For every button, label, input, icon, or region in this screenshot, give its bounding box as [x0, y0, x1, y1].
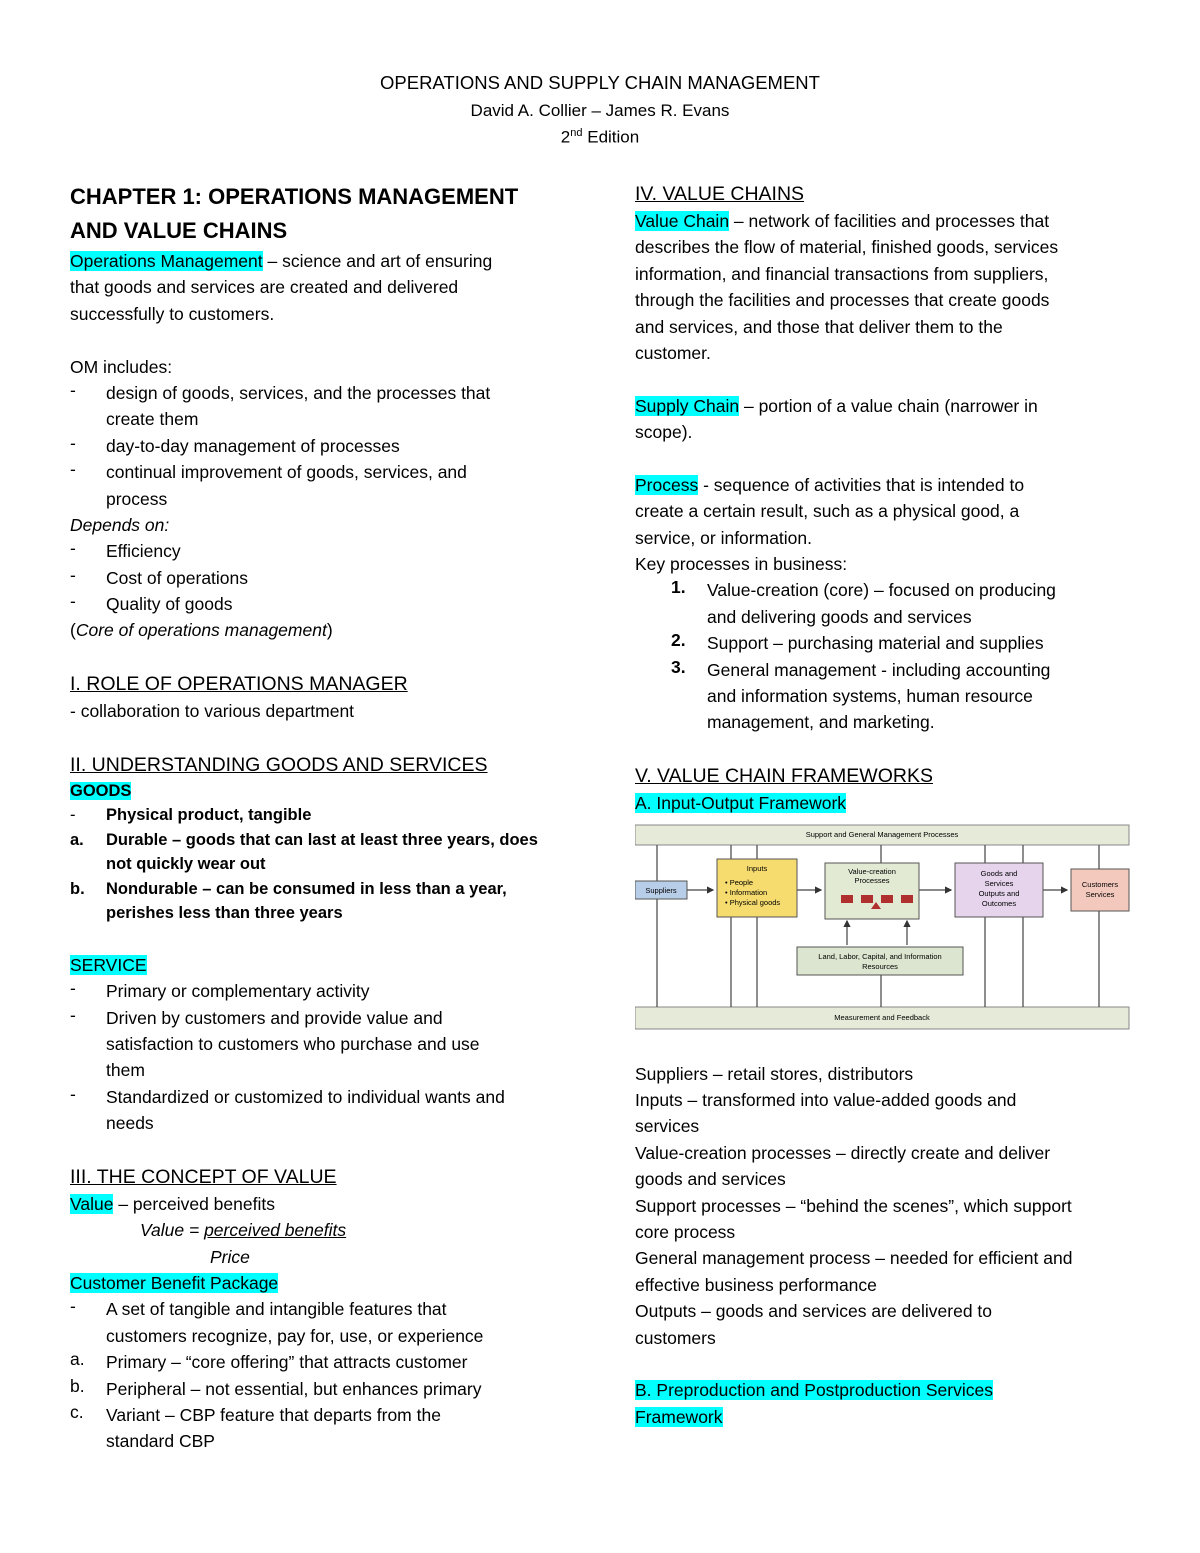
- chapter-title-line2: AND VALUE CHAINS: [70, 218, 288, 243]
- list-item: - Cost of operations: [70, 564, 249, 588]
- list-item: - A set of tangible and intangible features that customers recognize, pay for, use, or experience: [70, 1296, 484, 1346]
- value-definition: Value – perceived benefits: [70, 1193, 275, 1214]
- list-item: 1. Value-creation (core) – focused on producing and delivering goods and services: [671, 577, 1056, 627]
- om-includes-list: [70, 380, 565, 512]
- process-definition: Process - sequence of activities that is intended to: [635, 474, 1025, 495]
- section-value-heading: III. THE CONCEPT OF VALUE: [70, 1165, 337, 1188]
- measurement-bar-label: Measurement and Feedback: [834, 1012, 930, 1022]
- key-processes-label: Key processes in business:: [635, 554, 848, 575]
- depends-list: [70, 538, 565, 617]
- list-item: a. Durable – goods that can last at least three years, does not quickly wear out: [70, 830, 538, 874]
- list-item: - day-to-day management of processes: [70, 432, 400, 456]
- document-edition: 2nd Edition: [560, 127, 640, 147]
- inputs-item: • Physical goods: [725, 897, 781, 907]
- list-item: b. Peripheral – not essential, but enhances primary: [70, 1375, 482, 1399]
- list-item: - Quality of goods: [70, 591, 233, 615]
- section-role-heading: I. ROLE OF OPERATIONS MANAGER: [70, 673, 408, 696]
- service-list: [70, 978, 565, 1136]
- outputs-box-label: Goods and: [980, 868, 1018, 878]
- supply-chain-definition: Supply Chain – portion of a value chain (narrower in: [635, 395, 1038, 416]
- inputs-box-title: Inputs: [746, 863, 768, 873]
- list-item: 3. General management - including accounting and information systems, human resource management, and marketing.: [671, 656, 1051, 733]
- section-frameworks-heading: V. VALUE CHAIN FRAMEWORKS: [635, 765, 933, 788]
- suppliers-box-label: Suppliers: [645, 885, 677, 895]
- list-item: - Primary or complementary activity: [70, 978, 370, 1002]
- section-value-chains-heading: IV. VALUE CHAINS: [635, 183, 805, 205]
- goods-list: [70, 803, 565, 925]
- list-item: b. Nondurable – can be consumed in less than a year, perishes less than three years: [70, 879, 507, 922]
- value-chain-definition: Value Chain – network of facilities and processes that: [635, 211, 1050, 231]
- value-formula: Value = perceived benefits: [140, 1220, 347, 1241]
- inputs-item: • Information: [725, 887, 768, 897]
- list-item: a. Primary – “core offering” that attracts customer: [70, 1349, 468, 1373]
- input-output-diagram: Support and General Management Processes Measurement and Feedback Suppliers Inputs • People • Information • Physical goods Value-creation Processes Goods and Services Outputs and Outcomes Customers Services Land, Labor, Capital, and Information Resources: [635, 821, 1131, 1033]
- list-item: - Standardized or customized to individual wants and needs: [70, 1083, 505, 1134]
- value-creation-box-label: Value-creation: [848, 866, 896, 876]
- resources-box-label: Land, Labor, Capital, and Information: [818, 951, 942, 961]
- value-formula-denominator: Price: [210, 1246, 250, 1267]
- framework-b-label: B. Preproduction and Postproduction Services: [635, 1380, 993, 1401]
- right-column: IV. VALUE CHAINS Value Chain – network of facilities and processes that describes the flow of material, finished goods, services information, and financial transactions from suppliers, through the facilities and processes that create goods and services, and those that deliver them to the customer. Supply Chain – portion of a value chain (narrower in scope). Process - sequence of activities that is intended to create a certain result, such as a physical good, a service, or information. Key processes in business: 1. Value-creation (core) – focused on producing and delivering goods and services 2. Support – purchasing material and supplies 3. General management - including accounting and information systems, human resource management, and marketing. V. VALUE CHAIN FRAMEWORKS A. Input-Output Framework Support and General Management Processes Measurement and Feedback Suppliers Inputs • People • Information • Physical goods Value-creation Processes Goods and Services Outputs and Outcomes Customers Services Land, Labor, Capital, and Information Resources Suppliers – retail stores, distributors Inputs – transformed into value-added goods and services Value-creation processes – directly create and deliver goods and services Support processes – “behind the scenes”, which support core process General management process – needed for efficient and effective business performance Outputs – goods and services are delivered to customers B. Preproduction and Postproduction Services Framework: [635, 180, 1130, 1430]
- list-item: 2. Support – purchasing material and supplies: [671, 630, 1044, 654]
- list-item: - Driven by customers and provide value and satisfaction to customers who purchase and use them: [70, 1004, 480, 1081]
- key-processes-list: [635, 577, 1130, 735]
- document-authors: David A. Collier – James R. Evans: [470, 101, 730, 120]
- document-title: OPERATIONS AND SUPPLY CHAIN MANAGEMENT: [380, 72, 820, 93]
- chapter-title-line1: CHAPTER 1: OPERATIONS MANAGEMENT: [70, 184, 519, 209]
- list-item: - Efficiency: [70, 538, 181, 562]
- depends-on-label: Depends on:: [70, 514, 170, 535]
- om-includes-label: OM includes:: [70, 356, 173, 377]
- customers-box-label: Customers: [1081, 879, 1119, 889]
- om-definition: Operations Management – science and art of ensuring: [70, 251, 493, 271]
- role-text: - collaboration to various department: [70, 701, 355, 722]
- left-column: CHAPTER 1: OPERATIONS MANAGEMENT AND VALUE CHAINS Operations Management – science and art of ensuring that goods and services are created and delivered successfully to customers. OM includes: - design of goods, services, and the processes that create them - day-to-day management of processes - continual improvement of goods, services, and process Depends on: - Efficiency - Cost of operations - Quality of goods (Core of operations management) I. ROLE OF OPERATIONS MANAGER - collaboration to various department II. UNDERSTANDING GOODS AND SERVICES GOODS - Physical product, tangible a. Durable – goods that can last at least three years, does not quickly wear out b. Nondurable – can be consumed in less than a year, perishes less than three years SERVICE - Primary or complementary activity - Driven by customers and provide value and satisfaction to customers who purchase and use them - Standardized or customized to individual wants and needs III. THE CONCEPT OF VALUE Value – perceived benefits Value = perceived benefits Price Customer Benefit Package - A set of tangible and intangible features that customers recognize, pay for, use, or experience a. Primary – “core offering” that attracts customer b. Peripheral – not essential, but enhances primary c. Variant – CBP feature that departs from the standard CBP: [70, 180, 565, 1455]
- core-note: (Core of operations management): [70, 620, 333, 641]
- cbp-list: [70, 1296, 565, 1454]
- goods-label: GOODS: [70, 782, 132, 801]
- diagram-graphic: [635, 821, 1131, 1033]
- framework-definitions: Suppliers – retail stores, distributors Inputs – transformed into value-added goods and services Value-creation processes – directly create and deliver goods and services Support processes – “behind the scenes”, which support core process General management process – needed for efficient and effective business performance Outputs – goods and services are delivered to customers: [635, 1063, 1073, 1348]
- cbp-label: Customer Benefit Package: [70, 1273, 279, 1294]
- list-item: c. Variant – CBP feature that departs from the standard CBP: [70, 1402, 441, 1452]
- list-item: - design of goods, services, and the processes that create them: [70, 379, 491, 430]
- support-bar-label: Support and General Management Processes: [805, 829, 959, 839]
- service-label: SERVICE: [70, 954, 147, 975]
- framework-a-label: A. Input-Output Framework: [635, 793, 847, 814]
- list-item: - Physical product, tangible: [70, 806, 312, 825]
- inputs-item: • People: [725, 877, 754, 887]
- section-goods-services-heading: II. UNDERSTANDING GOODS AND SERVICES: [70, 754, 488, 777]
- list-item: - continual improvement of goods, services, and process: [70, 459, 467, 509]
